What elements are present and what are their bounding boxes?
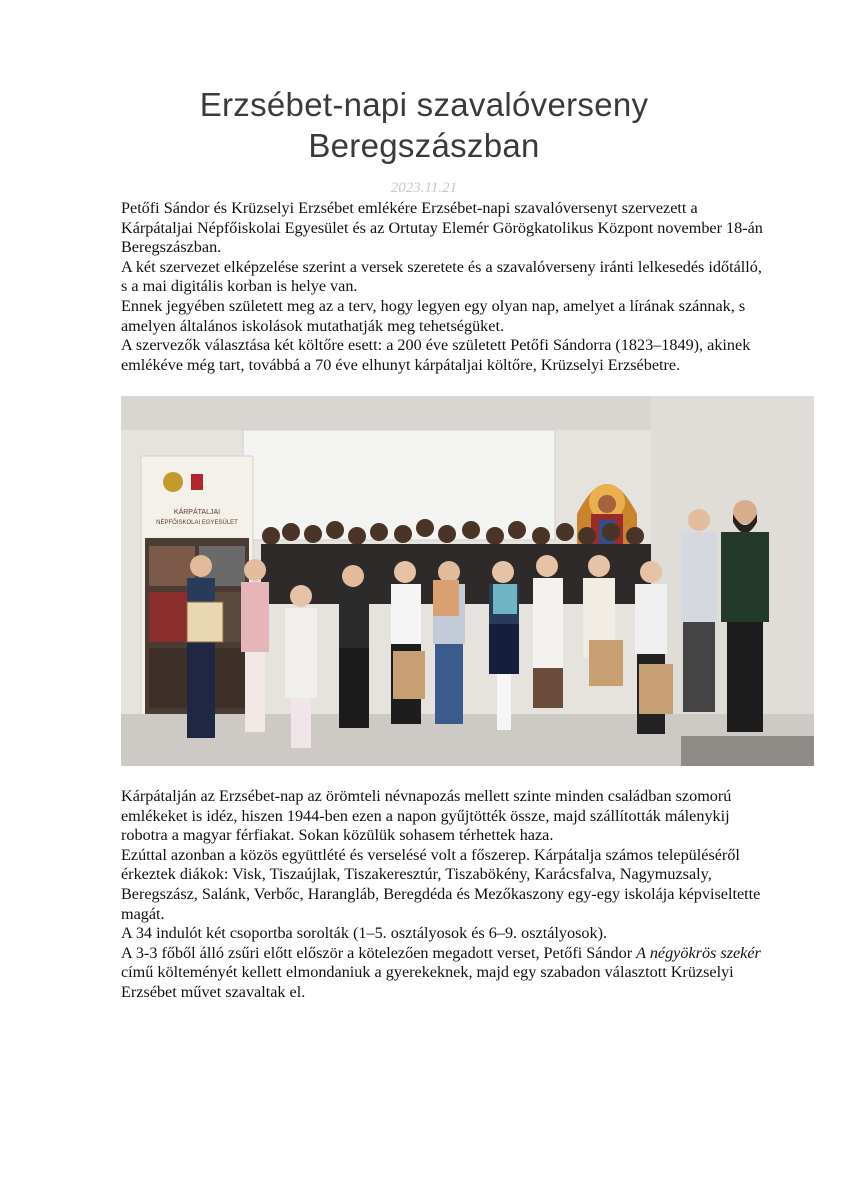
page-title — [0, 84, 848, 166]
publish-date: 2023.11.21 — [390, 180, 458, 196]
text-run: című költeményét kellett elmondaniuk a gyerekeknek, majd egy szabadon választott Krüzselyi Erzsébet művet szavaltak el. — [121, 963, 734, 1001]
article-body-bottom — [121, 787, 771, 1003]
paragraph: A két szervezet elképzelése szerint a versek szeretete és a szavalóverseny iránti lelkesedés időtálló, s a mai digitális korban is helye van. — [121, 257, 762, 296]
paragraph: A 34 indulót két csoportba sorolták (1–5. osztályosok és 6–9. osztályosok). — [121, 924, 608, 943]
paragraph: Petőfi Sándor és Krüzselyi Erzsébet emlékére Erzsébet-napi szavalóversenyt szervezett a Kárpátaljai Népfőiskolai Egyesület és az Ortutay Elemér Görögkatolikus Központ november 18-án Beregszászban. — [121, 199, 763, 257]
banner-text-1: KÁRPÁTALJAI — [173, 509, 221, 516]
paragraph: Ezúttal azonban a közös együttlété és verselésé volt a főszerep. Kárpátalja számos településéről érkeztek diákok: Visk, Tiszaújlak, Tiszakeresztúr, Tiszabökény, Karácsfalva, Nagymuzsaly, Beregszász, Salánk, Verbőc, Harangláb, Beregdéda és Mezőkaszony egy-egy iskolája képviseltette magát. — [121, 845, 761, 923]
paragraph: A szervezők választása két költőre esett: a 200 éve született Petőfi Sándorra (1823–1849), akinek emlékéve még tart, továbbá a 70 éve elhunyt kárpátaljai költőre, Krüzselyi Erzsébetre. — [121, 336, 751, 374]
text-run: A 3-3 főből álló zsűri előtt először a kötelezően megadott verset, Petőfi Sándor — [121, 943, 637, 962]
title-line-1: Erzsébet-napi szavalóverseny — [199, 86, 649, 123]
paragraph-last — [121, 944, 771, 1003]
group-photo — [121, 396, 814, 766]
paragraph: Ennek jegyében született meg az a terv, hogy legyen egy olyan nap, amelyet a lírának szánnak, s amelyen általános iskolások mutathatják meg tehetségüket. — [121, 296, 746, 335]
paragraph: Kárpátalján az Erzsébet-nap az örömteli névnapozás mellett szinte minden családban szomorú emlékeket is idéz, hiszen 1944-ben ezen a napon gyűjtötték össze, majd szállították málenykij robotra a magyar férfiakat. Sokan közülük sohasem térhettek haza. — [121, 787, 732, 845]
article-body-top — [121, 199, 771, 375]
poem-title: A négyökrös szekér — [636, 943, 761, 962]
banner-text-2: NÉPFŐISKOLAI EGYESÜLET — [156, 520, 238, 526]
title-line-2: Beregszászban — [308, 127, 540, 164]
